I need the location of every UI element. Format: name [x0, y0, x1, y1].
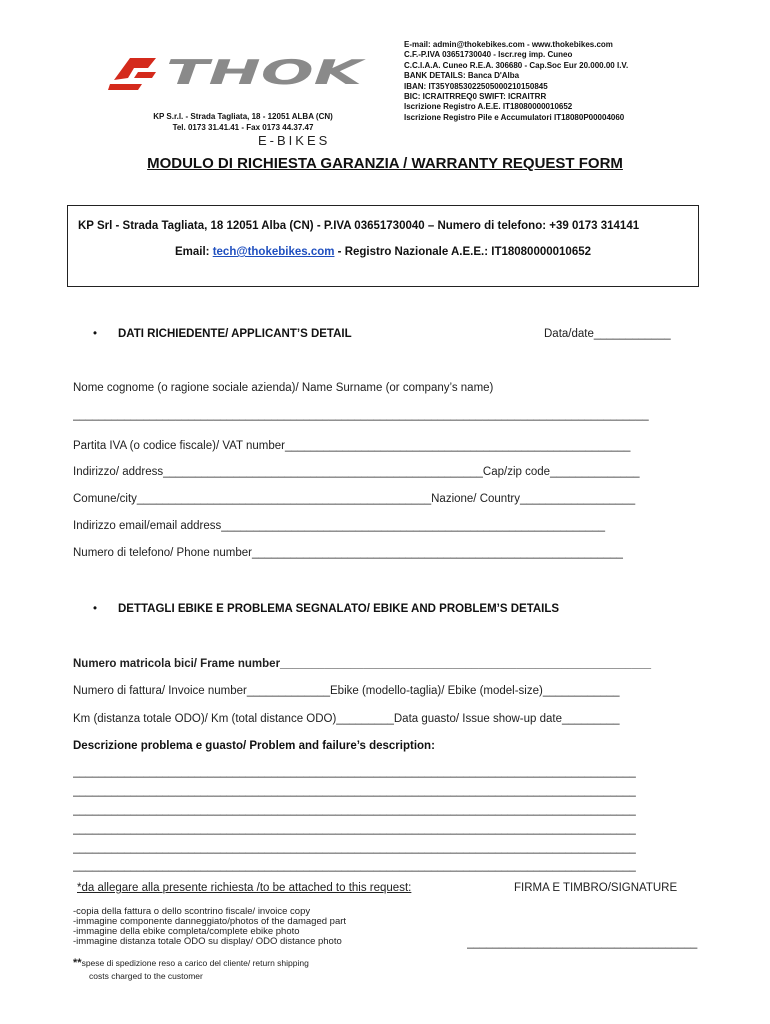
description-line[interactable]: ________________________________________________________________________________________: [73, 823, 636, 835]
info-email-web: E-mail: admin@thokebikes.com - www.thokebikes.com: [404, 40, 613, 49]
logo-subtitle: E-BIKES: [258, 133, 331, 148]
company-address: [108, 111, 378, 133]
description-line[interactable]: ________________________________________________________________________________________: [73, 804, 636, 816]
contact-line-1: KP Srl - Strada Tagliata, 18 12051 Alba (CN) - P.IVA 03651730040 – Numero di telefono: +39 0173 314141: [78, 220, 640, 232]
section1-heading: DATI RICHIEDENTE/ APPLICANT’S DETAIL: [118, 328, 352, 340]
section2-bullet: •: [93, 603, 98, 615]
city-field[interactable]: Comune/city______________________________________________Nazione/ Country__________________: [73, 493, 636, 505]
section1-bullet: •: [93, 328, 98, 340]
attachments-label: *da allegare alla presente richiesta /to be attached to this request:: [77, 882, 412, 894]
shipping-note: [73, 953, 309, 981]
signature-field[interactable]: ____________________________________: [467, 937, 698, 949]
info-vat: C.F.-P.IVA 03651730040 - Iscr.reg imp. Cuneo: [404, 50, 573, 60]
registry-text: - Registro Nazionale A.E.E.: IT18080000010652: [334, 246, 592, 258]
attachment-item: -immagine della ebike completa/complete ebike photo: [73, 926, 300, 937]
signature-label: FIRMA E TIMBRO/SIGNATURE: [514, 882, 678, 894]
description-line[interactable]: ________________________________________________________________________________________: [73, 860, 636, 872]
page-title: MODULO DI RICHIESTA GARANZIA / WARRANTY REQUEST FORM: [147, 155, 623, 172]
km-issue-date-field[interactable]: Km (distanza totale ODO)/ Km (total distance ODO)_________Data guasto/ Issue show-up date_________: [73, 713, 620, 725]
attachment-item: -copia della fattura o dello scontrino fiscale/ invoice copy: [73, 906, 311, 917]
thok-logo-mark: [108, 50, 370, 100]
info-iban: IBAN: IT35Y0853022505000210150845: [404, 81, 548, 91]
info-bank: BANK DETAILS: Banca D'Alba: [404, 71, 520, 81]
attachment-item: -immagine componente danneggiato/photos of the damaged part: [73, 916, 347, 927]
contact-line-2: [68, 246, 698, 258]
info-pile: Iscrizione Registro Pile e Accumulatori IT18080P00004060: [404, 112, 625, 122]
address-line-1: KP S.r.l. - Strada Tagliata, 18 - 12051 ALBA (CN): [153, 112, 333, 121]
address-field[interactable]: Indirizzo/ address__________________________________________________Cap/zip code______________: [73, 466, 640, 478]
vat-field[interactable]: Partita IVA (o codice fiscale)/ VAT number______________________________________________________: [73, 440, 631, 452]
date-field[interactable]: Data/date____________: [544, 328, 671, 340]
name-field[interactable]: __________________________________________________________________________________________: [73, 409, 649, 421]
description-label: Descrizione problema e guasto/ Problem and failure’s description:: [73, 740, 435, 752]
invoice-model-field[interactable]: Numero di fattura/ Invoice number_____________Ebike (modello-taglia)/ Ebike (model-size)____________: [73, 685, 620, 697]
svg-text:THOK: THOK: [166, 53, 367, 93]
email-field[interactable]: Indirizzo email/email address____________________________________________________________: [73, 520, 606, 532]
email-label: Email:: [174, 246, 213, 258]
phone-field[interactable]: Numero di telefono/ Phone number__________________________________________________________: [73, 547, 623, 559]
email-link[interactable]: tech@thokebikes.com: [212, 246, 335, 258]
contact-info-box: [67, 205, 699, 287]
attachment-item: -immagine distanza totale ODO su display/ ODO distance photo: [73, 936, 342, 947]
section2-heading: DETTAGLI EBIKE E PROBLEMA SEGNALATO/ EBIKE AND PROBLEM’S DETAILS: [118, 603, 560, 615]
name-label: Nome cognome (o ragione sociale azienda)/ Name Surname (or company’s name): [73, 382, 494, 394]
description-line[interactable]: ________________________________________________________________________________________: [73, 766, 636, 778]
description-line[interactable]: ________________________________________________________________________________________: [73, 842, 636, 854]
info-cciaa: C.C.I.A.A. Cuneo R.E.A. 306680 - Cap.Soc Eur 20.000.00 I.V.: [404, 60, 629, 70]
shipping-asterisks: **: [73, 957, 82, 969]
description-line[interactable]: ________________________________________________________________________________________: [73, 785, 636, 797]
info-bic: BIC: ICRAITRREQ0 SWIFT: ICRAITRR: [404, 92, 547, 102]
shipping-line-1: spese di spedizione reso a carico del cliente/ return shipping: [81, 958, 309, 968]
attachments-list: [73, 907, 346, 947]
frame-number-field[interactable]: Numero matricola bici/ Frame number__________________________________________________________: [73, 658, 652, 670]
info-aee: Iscrizione Registro A.E.E. IT18080000010652: [404, 102, 573, 112]
address-line-2: Tel. 0173 31.41.41 - Fax 0173 44.37.47: [172, 123, 314, 132]
company-info-block: [404, 40, 628, 123]
shipping-line-2: costs charged to the customer: [89, 971, 203, 981]
